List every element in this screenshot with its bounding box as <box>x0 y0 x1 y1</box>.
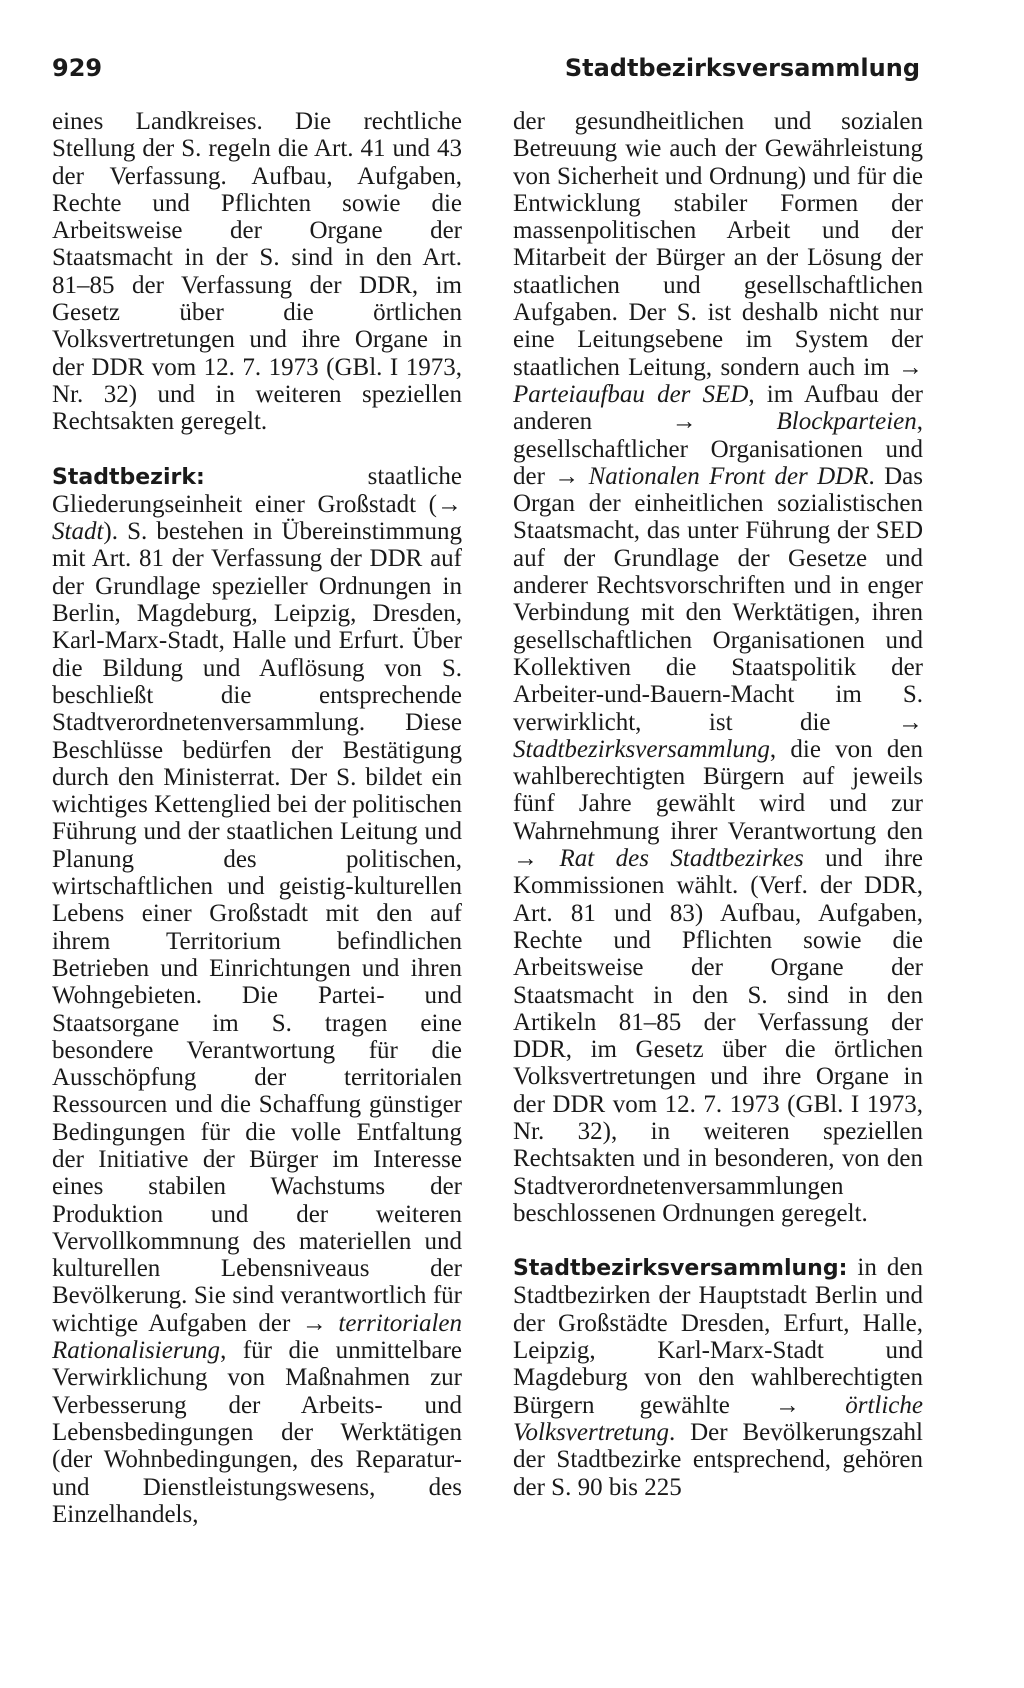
entry-text: , im Aufbau der anderen → <box>513 380 923 436</box>
entry-text: und ihre Kommissionen wählt. (Verf. der DDR, Art. 81 und 83) Aufbau, Aufgaben, Rechte und Pflichten sowie die Arbeitsweise der Organe der Staatsmacht in den S. sind in den Artikeln 81–85 der Verfassung der DDR, im Gesetz über die örtlichen Volksvertretungen und ihre Organe in der DDR vom 12. 7. 1973 (GBl. I 1973, Nr. 32), in weiteren speziellen Rechtsakten und in besonderen, von den Stadtverordnetenversammlungen beschlossenen Ordnungen geregelt. <box>513 845 923 1227</box>
cross-reference: örtliche Volksvertretung <box>513 1391 923 1446</box>
right-column <box>513 108 923 1501</box>
entry-text: . Der Bevölkerungszahl der Stadtbezirke entsprechend, gehören der S. 90 bis 225 <box>513 1418 923 1501</box>
page-header <box>52 54 920 90</box>
entry-text: staatliche Gliederungseinheit einer Großstadt (→ <box>52 462 462 518</box>
cross-reference: Rat des Stadtbezirkes <box>559 845 804 873</box>
entry-stadtbezirksversammlung <box>513 1254 923 1501</box>
left-column <box>52 108 462 1528</box>
continuation-paragraph: eines Landkreises. Die rechtliche Stellung der S. regeln die Art. 41 und 43 der Verfassung. Aufbau, Aufgaben, Rechte und Pflichten sowie die Arbeitsweise der Organe der Staatsmacht in der S. sind in den Art. 81–85 der Verfassung der DDR, im Gesetz über die örtlichen Volksvertretungen und ihre Organe in der DDR vom 12. 7. 1973 (GBl. I 1973, Nr. 32) und in weiteren speziellen Rechtsakten geregelt. <box>52 108 462 436</box>
continuation-paragraph <box>513 108 923 1227</box>
page-number: 929 <box>52 54 103 82</box>
cross-reference: territorialen Rationalisierung <box>52 1309 462 1365</box>
cross-reference: Stadt <box>52 518 104 546</box>
entry-lemma: Stadtbezirk: <box>52 464 205 490</box>
entry-lemma: Stadtbezirksversammlung: <box>513 1256 848 1282</box>
entry-text: in den Stadtbezirken der Hauptstadt Berlin und der Großstädte Dresden, Erfurt, Halle, Leipzig, Karl-Marx-Stadt und Magdeburg von den wahlberechtigten Bürgern gewählte → <box>513 1254 923 1419</box>
cross-reference: Parteiaufbau der SED <box>513 380 749 408</box>
entry-text: , die von den wahlberechtigten Bürgern auf jeweils fünf Jahre gewählt wird und zur Wahrnehmung ihrer Verantwortung den → <box>513 735 923 873</box>
entry-stadtbezirk <box>52 463 462 1529</box>
running-head: Stadtbezirksversammlung <box>564 54 920 82</box>
entry-text: . Das Organ der einheitlichen sozialistischen Staatsmacht, das unter Führung der SED auf der Grundlage der Gesetze und anderer Rechtsvorschriften und in enger Verbindung mit den Werktätigen, ihren gesellschaftlichen Organisationen und Kollektiven die Staatspolitik der Arbeiter-und-Bauern-Macht im S. verwirklicht, ist die → <box>513 462 923 736</box>
cross-reference: Nationalen Front der DDR <box>588 462 869 490</box>
entry-text: der gesundheitlichen und sozialen Betreuung wie auch der Gewährleistung von Sicherheit und Ordnung) und für die Entwicklung stabiler Formen der massenpolitischen Arbeit und der Mitarbeit der Bürger an der Lösung der staatlichen und gesellschaftlichen Aufgaben. Der S. ist deshalb nicht nur eine Leitungsebene im System der staatlichen Leitung, sondern auch im → <box>513 108 923 381</box>
entry-text: , für die unmittelbare Verwirklichung von Maßnahmen zur Verbesserung der Arbeits- und Lebensbedingungen der Werktätigen (der Wohnbedingungen, des Reparatur- und Dienstleistungswesens, des Einzelhandels, <box>52 1337 462 1528</box>
cross-reference: Blockparteien <box>776 408 917 436</box>
entry-text: , gesellschaftlicher Organisationen und der → <box>513 408 923 490</box>
entry-text: ). S. bestehen in Übereinstimmung mit Art. 81 der Verfassung der DDR auf der Grundlage spezieller Ordnungen in Berlin, Magdeburg, Leipzig, Dresden, Karl-Marx-Stadt, Halle und Erfurt. Über die Bildung und Auflösung von S. beschließt die entsprechende Stadtverordnetenversammlung. Diese Beschlüsse bedürfen der Bestätigung durch den Ministerrat. Der S. bildet ein wichtiges Kettenglied bei der politischen Führung und der staatlichen Leitung und Planung des politischen, wirtschaftlichen und geistig-kulturellen Lebens einer Großstadt mit den auf ihrem Territorium befindlichen Betrieben und Einrichtungen und ihren Wohngebieten. Die Partei- und Staatsorgane im S. tragen eine besondere Verantwortung für die Ausschöpfung der territorialen Ressourcen und die Schaffung günstiger Bedingungen für die volle Entfaltung der Initiative der Bürger im Interesse eines stabilen Wachstums der Produktion und der weiteren Vervollkommnung des materiellen und kulturellen Lebensniveaus der Bevölkerung. Sie sind verantwortlich für wichtige Aufgaben der → <box>52 518 462 1337</box>
cross-reference: Stadtbezirksversammlung <box>513 735 770 763</box>
